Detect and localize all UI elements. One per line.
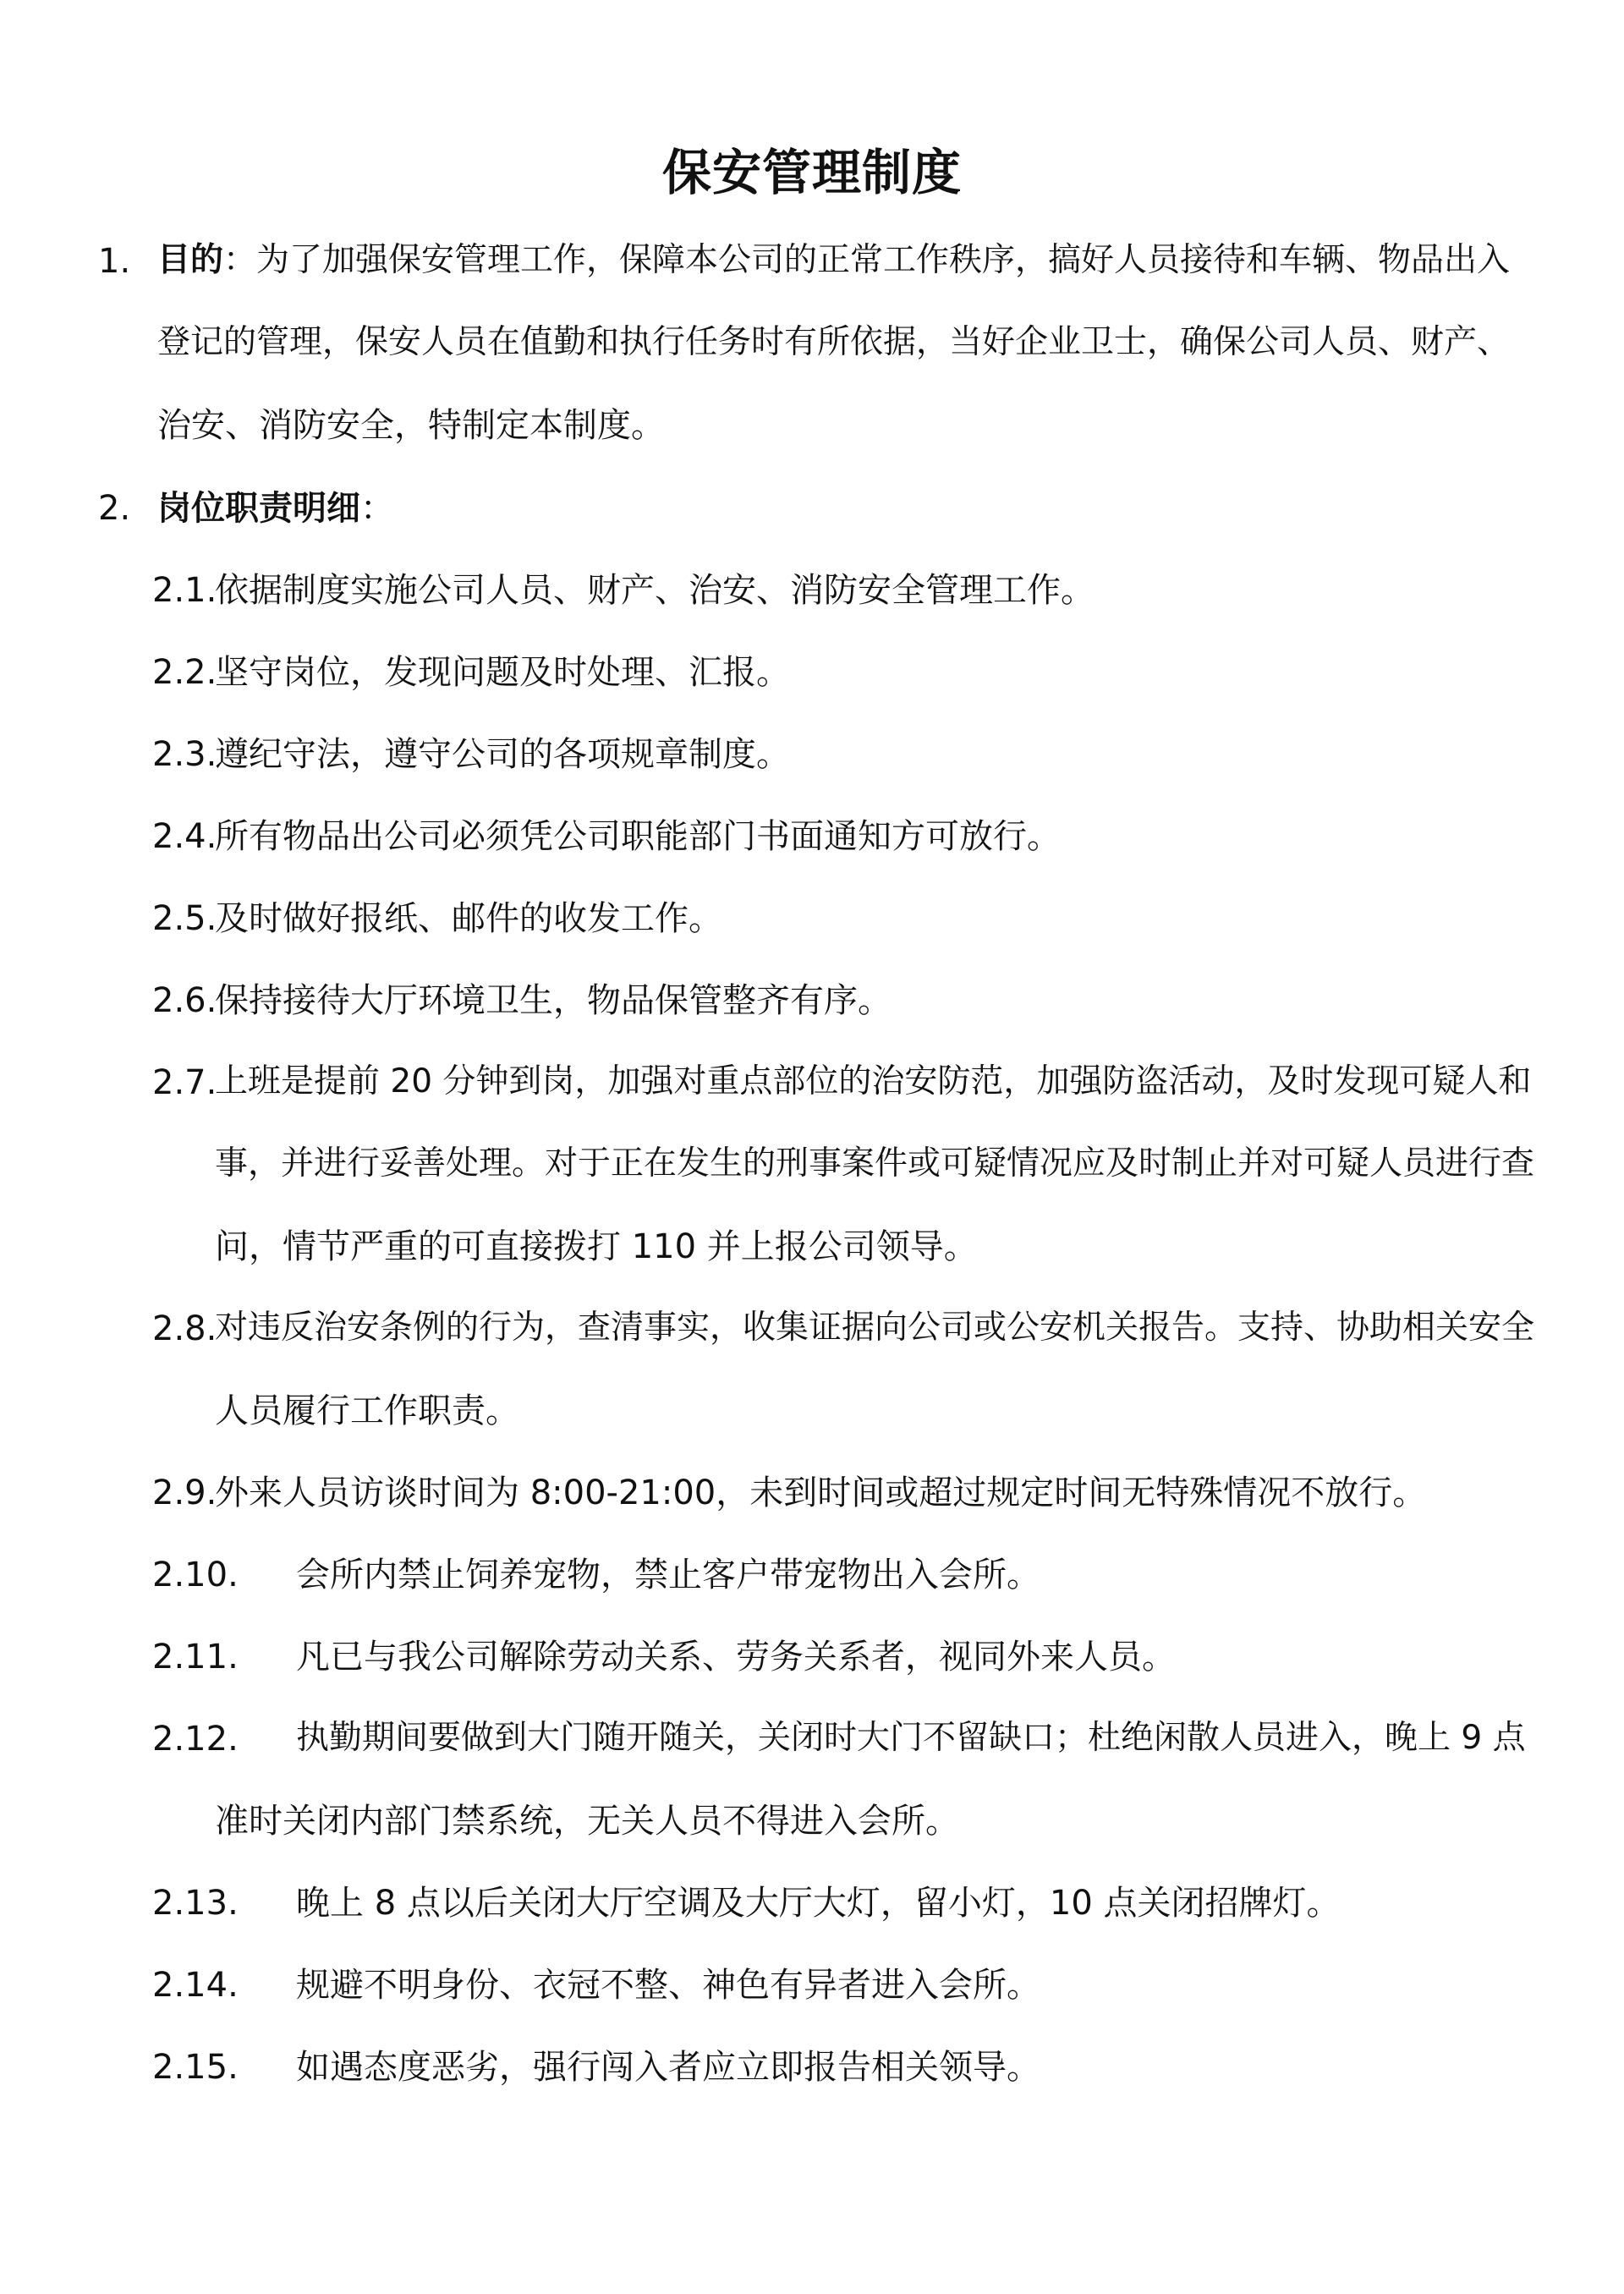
section-1-line-1 bbox=[157, 241, 1510, 281]
item-2-12-text-1: 执勤期间要做到大门随开随关，关闭时大门不留缺口；杜绝闲散人员进入，晚上 9 点 bbox=[296, 1719, 1526, 1757]
item-2-8-text-2: 人员履行工作职责。 bbox=[215, 1391, 519, 1430]
section-1-heading: 目的 bbox=[157, 241, 224, 279]
item-2-10-text: 会所内禁止饲养宠物，禁止客户带宠物出入会所。 bbox=[296, 1556, 1040, 1594]
item-2-7-number: 2.7. bbox=[152, 1063, 217, 1102]
item-2-8-text-1: 对违反治安条例的行为，查清事实，收集证据向公司或公安机关报告。支持、协助相关安全 bbox=[215, 1309, 1535, 1347]
section-2-heading-colon: ： bbox=[360, 489, 394, 528]
item-2-6-number: 2.6. bbox=[152, 981, 217, 1020]
item-2-1-number: 2.1. bbox=[152, 571, 217, 610]
item-2-4-text: 所有物品出公司必须凭公司职能部门书面通知方可放行。 bbox=[215, 817, 1061, 856]
item-2-13-number: 2.13. bbox=[152, 1884, 239, 1923]
section-1-text-1: ：为了加强保安管理工作，保障本公司的正常工作秩序，搞好人员接待和车辆、物品出入 bbox=[223, 241, 1511, 279]
item-2-11-text: 凡已与我公司解除劳动关系、劳务关系者，视同外来人员。 bbox=[296, 1638, 1176, 1677]
item-2-14-text: 规避不明身份、衣冠不整、神色有异者进入会所。 bbox=[296, 1966, 1040, 2005]
section-2-number: 2. bbox=[98, 489, 131, 528]
item-2-15-number: 2.15. bbox=[152, 2048, 239, 2087]
item-2-12-text-2: 准时关闭内部门禁系统，无关人员不得进入会所。 bbox=[215, 1802, 959, 1841]
item-2-5-number: 2.5. bbox=[152, 899, 217, 938]
item-2-2-text: 坚守岗位，发现问题及时处理、汇报。 bbox=[215, 653, 790, 692]
page-title: 保安管理制度 bbox=[661, 144, 962, 201]
item-2-3-number: 2.3. bbox=[152, 735, 217, 774]
item-2-9-number: 2.9. bbox=[152, 1474, 217, 1512]
item-2-7-text-2: 事，并进行妥善处理。对于正在发生的刑事案件或可疑情况应及时制止并对可疑人员进行查 bbox=[215, 1144, 1535, 1183]
section-1-number: 1. bbox=[98, 242, 131, 281]
section-2-heading-line bbox=[157, 488, 394, 529]
item-2-12-number: 2.12. bbox=[152, 1720, 239, 1759]
item-2-15-text: 如遇态度恶劣，强行闯入者应立即报告相关领导。 bbox=[296, 2048, 1040, 2087]
item-2-9-text: 外来人员访谈时间为 8:00-21:00，未到时间或超过规定时间无特殊情况不放行。 bbox=[215, 1474, 1427, 1512]
section-2-heading: 岗位职责明细 bbox=[157, 489, 360, 528]
item-2-10-number: 2.10. bbox=[152, 1556, 239, 1594]
item-2-1-text: 依据制度实施公司人员、财产、治安、消防安全管理工作。 bbox=[215, 571, 1095, 610]
item-2-14-number: 2.14. bbox=[152, 1966, 239, 2005]
section-1-line-2: 登记的管理，保安人员在值勤和执行任务时有所依据，当好企业卫士，确保公司人员、财产、 bbox=[157, 323, 1511, 361]
item-2-7-text-3: 问，情节严重的可直接拨打 110 并上报公司领导。 bbox=[215, 1227, 978, 1266]
section-1-line-3: 治安、消防安全，特制定本制度。 bbox=[157, 406, 665, 445]
item-2-2-number: 2.2. bbox=[152, 653, 217, 692]
item-2-8-number: 2.8. bbox=[152, 1309, 217, 1348]
item-2-5-text: 及时做好报纸、邮件的收发工作。 bbox=[215, 899, 722, 938]
item-2-6-text: 保持接待大厅环境卫生，物品保管整齐有序。 bbox=[215, 981, 892, 1020]
item-2-11-number: 2.11. bbox=[152, 1638, 239, 1677]
item-2-3-text: 遵纪守法，遵守公司的各项规章制度。 bbox=[215, 735, 790, 774]
item-2-7-text-1: 上班是提前 20 分钟到岗，加强对重点部位的治安防范，加强防盗活动，及时发现可疑人和 bbox=[215, 1062, 1532, 1100]
item-2-4-number: 2.4. bbox=[152, 817, 217, 856]
item-2-13-text: 晚上 8 点以后关闭大厅空调及大厅大灯，留小灯，10 点关闭招牌灯。 bbox=[296, 1884, 1341, 1923]
